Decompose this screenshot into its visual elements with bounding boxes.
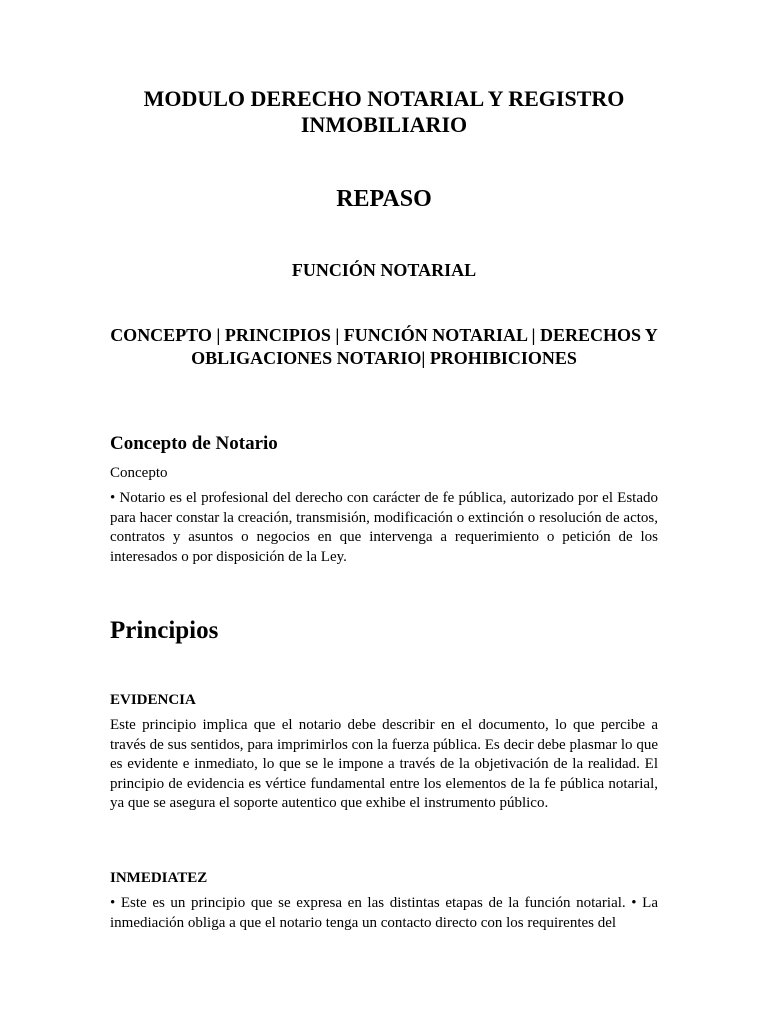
document-subtitle: REPASO: [336, 186, 432, 212]
concepto-label: Concepto: [110, 465, 168, 481]
evidencia-heading: EVIDENCIA: [110, 692, 196, 708]
concepto-heading: Concepto de Notario: [110, 433, 278, 454]
inmediatez-paragraph: • Este es un principio que se expresa en las distintas etapas de la función notarial. • La inmediación obliga a que el notario tenga un contacto directo con los requirentes del: [110, 895, 658, 931]
document-page: [110, 0, 658, 1024]
document-title: MODULO DERECHO NOTARIAL Y REGISTRO INMOBILIARIO: [143, 86, 625, 137]
inmediatez-heading: INMEDIATEZ: [110, 870, 208, 886]
principios-heading: Principios: [110, 617, 219, 644]
section-title: FUNCIÓN NOTARIAL: [291, 260, 477, 280]
topics-line: CONCEPTO | PRINCIPIOS | FUNCIÓN NOTARIAL | DERECHOS Y OBLIGACIONES NOTARIO| PROHIBICIONES: [110, 325, 658, 368]
evidencia-paragraph: Este principio implica que el notario debe describir en el documento, lo que percibe a través de sus sentidos, para imprimirlos con la fuerza pública. Es decir debe plasmar lo que es evidente e inmediato, lo que se le impone a través de la objetivación de la realidad. El principio de evidencia es vértice fundamental entre los elementos de la fe pública notarial, ya que se asegura el soporte autentico que exhibe el instrumento público.: [110, 717, 658, 812]
concepto-paragraph: • Notario es el profesional del derecho con carácter de fe pública, autorizado por el Estado para hacer constar la creación, transmisión, modificación o extinción o resolución de actos, contratos y asuntos o negocios en que intervenga a requerimiento o petición de los interesados o por disposición de la Ley.: [110, 490, 658, 565]
